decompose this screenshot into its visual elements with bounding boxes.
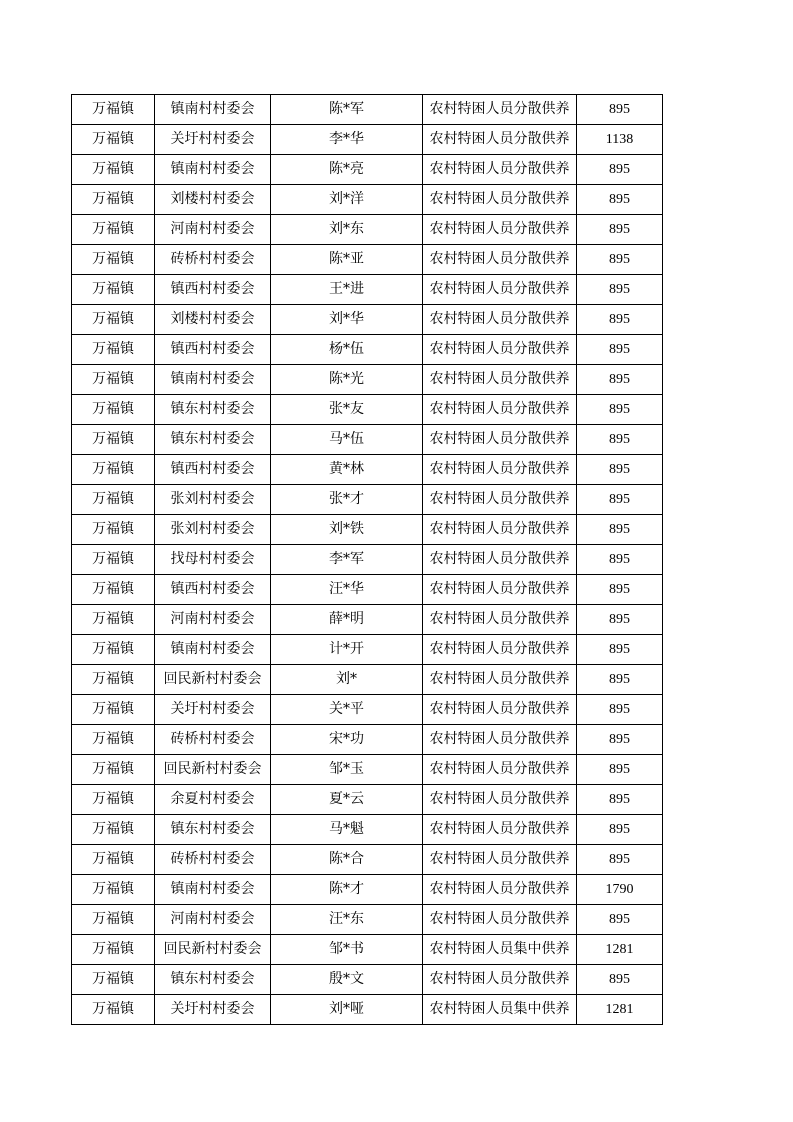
table-row <box>72 485 663 515</box>
person-name-cell: 陈*合 <box>271 845 423 875</box>
person-name-cell: 薛*明 <box>271 605 423 635</box>
amount-cell: 895 <box>577 365 663 395</box>
table-row <box>72 215 663 245</box>
village-committee-cell: 余夏村村委会 <box>155 785 271 815</box>
assistance-type-cell: 农村特困人员分散供养 <box>423 575 577 605</box>
table-row <box>72 335 663 365</box>
amount-cell: 895 <box>577 155 663 185</box>
amount-cell: 895 <box>577 275 663 305</box>
assistance-type-cell: 农村特困人员分散供养 <box>423 845 577 875</box>
table-row <box>72 995 663 1025</box>
table-row <box>72 935 663 965</box>
person-name-cell: 马*魁 <box>271 815 423 845</box>
assistance-type-cell: 农村特困人员分散供养 <box>423 905 577 935</box>
assistance-table <box>71 94 663 1025</box>
village-committee-cell: 找母村村委会 <box>155 545 271 575</box>
village-committee-cell: 河南村村委会 <box>155 215 271 245</box>
village-committee-cell: 回民新村村委会 <box>155 935 271 965</box>
amount-cell: 895 <box>577 545 663 575</box>
person-name-cell: 关*平 <box>271 695 423 725</box>
person-name-cell: 汪*东 <box>271 905 423 935</box>
amount-cell: 895 <box>577 815 663 845</box>
person-name-cell: 陈*亮 <box>271 155 423 185</box>
table-row <box>72 875 663 905</box>
village-committee-cell: 镇西村村委会 <box>155 275 271 305</box>
assistance-type-cell: 农村特困人员分散供养 <box>423 305 577 335</box>
amount-cell: 895 <box>577 575 663 605</box>
table-row <box>72 665 663 695</box>
village-committee-cell: 镇东村村委会 <box>155 425 271 455</box>
town-cell: 万福镇 <box>72 995 155 1025</box>
town-cell: 万福镇 <box>72 485 155 515</box>
assistance-type-cell: 农村特困人员分散供养 <box>423 155 577 185</box>
person-name-cell: 刘*哑 <box>271 995 423 1025</box>
assistance-type-cell: 农村特困人员分散供养 <box>423 635 577 665</box>
town-cell: 万福镇 <box>72 695 155 725</box>
person-name-cell: 刘*东 <box>271 215 423 245</box>
amount-cell: 895 <box>577 305 663 335</box>
table-row <box>72 365 663 395</box>
table-row <box>72 425 663 455</box>
person-name-cell: 陈*军 <box>271 95 423 125</box>
table-row <box>72 125 663 155</box>
person-name-cell: 殷*文 <box>271 965 423 995</box>
table-row <box>72 545 663 575</box>
table-row <box>72 155 663 185</box>
amount-cell: 1138 <box>577 125 663 155</box>
amount-cell: 895 <box>577 695 663 725</box>
amount-cell: 895 <box>577 395 663 425</box>
amount-cell: 895 <box>577 665 663 695</box>
table-row <box>72 575 663 605</box>
amount-cell: 895 <box>577 425 663 455</box>
amount-cell: 895 <box>577 635 663 665</box>
amount-cell: 895 <box>577 725 663 755</box>
village-committee-cell: 回民新村村委会 <box>155 755 271 785</box>
amount-cell: 895 <box>577 245 663 275</box>
assistance-type-cell: 农村特困人员分散供养 <box>423 95 577 125</box>
amount-cell: 895 <box>577 785 663 815</box>
amount-cell: 895 <box>577 95 663 125</box>
table-row <box>72 635 663 665</box>
person-name-cell: 杨*伍 <box>271 335 423 365</box>
village-committee-cell: 镇西村村委会 <box>155 335 271 365</box>
table-row <box>72 725 663 755</box>
village-committee-cell: 镇东村村委会 <box>155 395 271 425</box>
assistance-type-cell: 农村特困人员分散供养 <box>423 725 577 755</box>
town-cell: 万福镇 <box>72 365 155 395</box>
assistance-type-cell: 农村特困人员集中供养 <box>423 995 577 1025</box>
village-committee-cell: 张刘村村委会 <box>155 515 271 545</box>
town-cell: 万福镇 <box>72 815 155 845</box>
person-name-cell: 计*开 <box>271 635 423 665</box>
table-row <box>72 785 663 815</box>
table-row <box>72 185 663 215</box>
village-committee-cell: 镇东村村委会 <box>155 815 271 845</box>
town-cell: 万福镇 <box>72 635 155 665</box>
person-name-cell: 邹*书 <box>271 935 423 965</box>
town-cell: 万福镇 <box>72 665 155 695</box>
table-row <box>72 905 663 935</box>
village-committee-cell: 砖桥村村委会 <box>155 725 271 755</box>
village-committee-cell: 镇南村村委会 <box>155 635 271 665</box>
town-cell: 万福镇 <box>72 395 155 425</box>
person-name-cell: 张*才 <box>271 485 423 515</box>
table-row <box>72 845 663 875</box>
town-cell: 万福镇 <box>72 185 155 215</box>
amount-cell: 895 <box>577 335 663 365</box>
town-cell: 万福镇 <box>72 455 155 485</box>
assistance-type-cell: 农村特困人员分散供养 <box>423 965 577 995</box>
village-committee-cell: 关圩村村委会 <box>155 125 271 155</box>
village-committee-cell: 刘楼村村委会 <box>155 185 271 215</box>
assistance-type-cell: 农村特困人员集中供养 <box>423 935 577 965</box>
village-committee-cell: 河南村村委会 <box>155 905 271 935</box>
assistance-type-cell: 农村特困人员分散供养 <box>423 815 577 845</box>
table-row <box>72 695 663 725</box>
amount-cell: 895 <box>577 845 663 875</box>
person-name-cell: 刘* <box>271 665 423 695</box>
town-cell: 万福镇 <box>72 965 155 995</box>
table-row <box>72 95 663 125</box>
assistance-type-cell: 农村特困人员分散供养 <box>423 695 577 725</box>
person-name-cell: 汪*华 <box>271 575 423 605</box>
assistance-type-cell: 农村特困人员分散供养 <box>423 755 577 785</box>
amount-cell: 895 <box>577 965 663 995</box>
village-committee-cell: 镇南村村委会 <box>155 95 271 125</box>
assistance-type-cell: 农村特困人员分散供养 <box>423 365 577 395</box>
assistance-type-cell: 农村特困人员分散供养 <box>423 425 577 455</box>
person-name-cell: 夏*云 <box>271 785 423 815</box>
town-cell: 万福镇 <box>72 575 155 605</box>
village-committee-cell: 镇西村村委会 <box>155 575 271 605</box>
person-name-cell: 黄*林 <box>271 455 423 485</box>
table-row <box>72 515 663 545</box>
amount-cell: 895 <box>577 755 663 785</box>
assistance-type-cell: 农村特困人员分散供养 <box>423 875 577 905</box>
amount-cell: 895 <box>577 515 663 545</box>
town-cell: 万福镇 <box>72 275 155 305</box>
person-name-cell: 陈*光 <box>271 365 423 395</box>
village-committee-cell: 回民新村村委会 <box>155 665 271 695</box>
person-name-cell: 马*伍 <box>271 425 423 455</box>
table-body <box>72 95 663 1025</box>
person-name-cell: 李*军 <box>271 545 423 575</box>
table-row <box>72 395 663 425</box>
amount-cell: 895 <box>577 215 663 245</box>
town-cell: 万福镇 <box>72 155 155 185</box>
assistance-type-cell: 农村特困人员分散供养 <box>423 545 577 575</box>
table-row <box>72 965 663 995</box>
town-cell: 万福镇 <box>72 785 155 815</box>
amount-cell: 1790 <box>577 875 663 905</box>
town-cell: 万福镇 <box>72 425 155 455</box>
assistance-type-cell: 农村特困人员分散供养 <box>423 245 577 275</box>
village-committee-cell: 砖桥村村委会 <box>155 845 271 875</box>
person-name-cell: 刘*华 <box>271 305 423 335</box>
village-committee-cell: 刘楼村村委会 <box>155 305 271 335</box>
table-row <box>72 455 663 485</box>
person-name-cell: 陈*才 <box>271 875 423 905</box>
town-cell: 万福镇 <box>72 545 155 575</box>
table-row <box>72 755 663 785</box>
town-cell: 万福镇 <box>72 305 155 335</box>
person-name-cell: 陈*亚 <box>271 245 423 275</box>
village-committee-cell: 镇西村村委会 <box>155 455 271 485</box>
amount-cell: 895 <box>577 185 663 215</box>
assistance-type-cell: 农村特困人员分散供养 <box>423 275 577 305</box>
town-cell: 万福镇 <box>72 725 155 755</box>
town-cell: 万福镇 <box>72 845 155 875</box>
village-committee-cell: 砖桥村村委会 <box>155 245 271 275</box>
town-cell: 万福镇 <box>72 125 155 155</box>
amount-cell: 895 <box>577 485 663 515</box>
table-row <box>72 605 663 635</box>
village-committee-cell: 关圩村村委会 <box>155 695 271 725</box>
table-row <box>72 245 663 275</box>
village-committee-cell: 河南村村委会 <box>155 605 271 635</box>
town-cell: 万福镇 <box>72 875 155 905</box>
assistance-type-cell: 农村特困人员分散供养 <box>423 125 577 155</box>
amount-cell: 1281 <box>577 935 663 965</box>
assistance-type-cell: 农村特困人员分散供养 <box>423 665 577 695</box>
town-cell: 万福镇 <box>72 935 155 965</box>
town-cell: 万福镇 <box>72 215 155 245</box>
village-committee-cell: 镇东村村委会 <box>155 965 271 995</box>
assistance-type-cell: 农村特困人员分散供养 <box>423 485 577 515</box>
amount-cell: 895 <box>577 455 663 485</box>
village-committee-cell: 镇南村村委会 <box>155 365 271 395</box>
amount-cell: 1281 <box>577 995 663 1025</box>
village-committee-cell: 镇南村村委会 <box>155 155 271 185</box>
person-name-cell: 王*进 <box>271 275 423 305</box>
town-cell: 万福镇 <box>72 95 155 125</box>
assistance-type-cell: 农村特困人员分散供养 <box>423 785 577 815</box>
assistance-type-cell: 农村特困人员分散供养 <box>423 515 577 545</box>
table-row <box>72 305 663 335</box>
assistance-type-cell: 农村特困人员分散供养 <box>423 605 577 635</box>
person-name-cell: 刘*洋 <box>271 185 423 215</box>
town-cell: 万福镇 <box>72 245 155 275</box>
person-name-cell: 李*华 <box>271 125 423 155</box>
person-name-cell: 张*友 <box>271 395 423 425</box>
assistance-type-cell: 农村特困人员分散供养 <box>423 395 577 425</box>
village-committee-cell: 张刘村村委会 <box>155 485 271 515</box>
amount-cell: 895 <box>577 905 663 935</box>
person-name-cell: 宋*功 <box>271 725 423 755</box>
assistance-type-cell: 农村特困人员分散供养 <box>423 185 577 215</box>
village-committee-cell: 关圩村村委会 <box>155 995 271 1025</box>
assistance-type-cell: 农村特困人员分散供养 <box>423 215 577 245</box>
town-cell: 万福镇 <box>72 335 155 365</box>
town-cell: 万福镇 <box>72 605 155 635</box>
person-name-cell: 邹*玉 <box>271 755 423 785</box>
table-row <box>72 815 663 845</box>
assistance-type-cell: 农村特困人员分散供养 <box>423 455 577 485</box>
document-page <box>71 94 663 1025</box>
town-cell: 万福镇 <box>72 755 155 785</box>
town-cell: 万福镇 <box>72 515 155 545</box>
table-row <box>72 275 663 305</box>
town-cell: 万福镇 <box>72 905 155 935</box>
village-committee-cell: 镇南村村委会 <box>155 875 271 905</box>
assistance-type-cell: 农村特困人员分散供养 <box>423 335 577 365</box>
amount-cell: 895 <box>577 605 663 635</box>
person-name-cell: 刘*铁 <box>271 515 423 545</box>
